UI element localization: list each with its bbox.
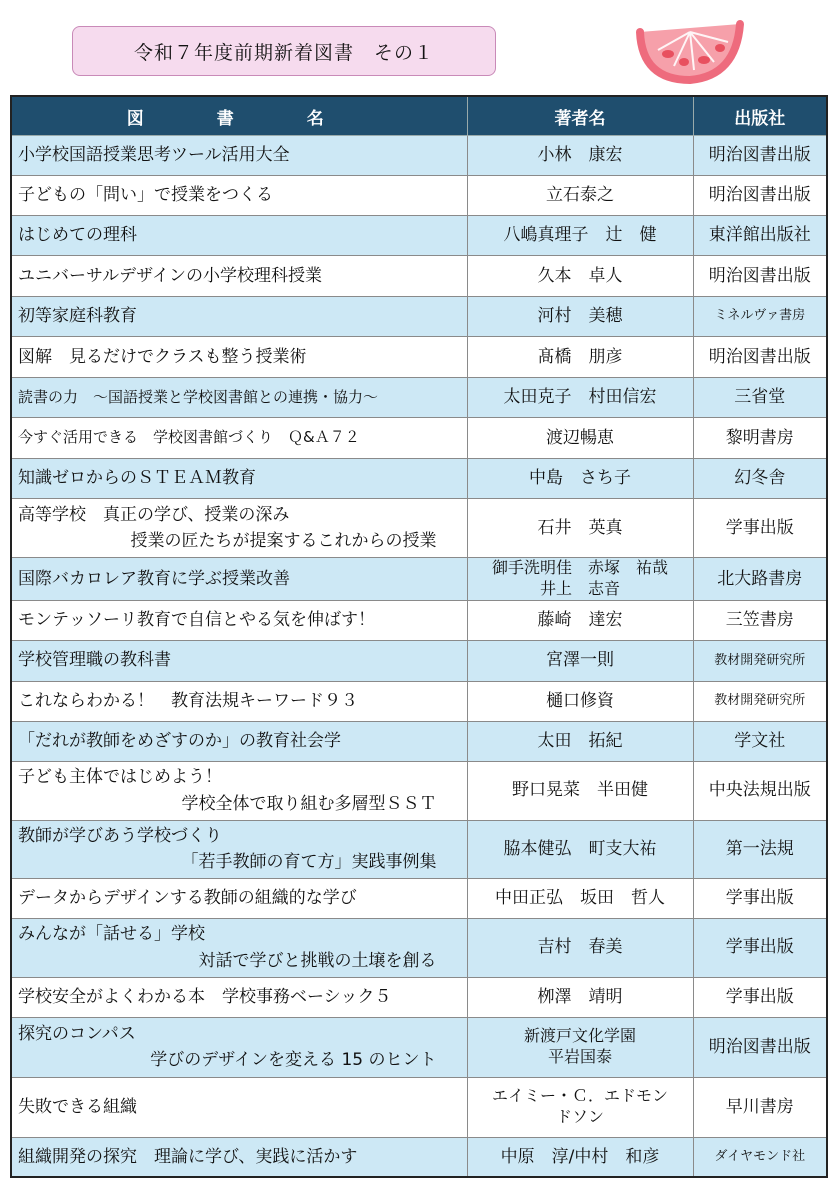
book-title: データからデザインする教師の組織的な学び — [18, 887, 357, 908]
book-title: 失敗できる組織 — [18, 1096, 137, 1117]
author-cell — [467, 721, 693, 761]
book-title: 初等家庭科教育 — [18, 306, 137, 327]
book-title-cell — [11, 977, 467, 1017]
publisher-cell: 明治図書出版 — [693, 176, 827, 216]
book-title: 国際バカロレア教育に学ぶ授業改善 — [18, 568, 290, 589]
book-title-cell — [11, 256, 467, 297]
publisher-cell: 明治図書出版 — [693, 1017, 827, 1077]
page-title: 令和７年度前期新着図書 その１ — [133, 41, 434, 64]
author-cell — [467, 761, 693, 820]
book-title-cell — [11, 136, 467, 176]
author-name: 藤崎 達宏 — [537, 609, 623, 630]
author-cell — [467, 640, 693, 681]
publisher-cell: 幻冬舎 — [693, 459, 827, 499]
column-header-author: 著者名 — [467, 96, 693, 136]
author-cell — [467, 1137, 693, 1177]
book-subtitle: 学校全体で取り組む多層型ＳＳＴ — [181, 793, 437, 814]
publisher-cell: 学事出版 — [693, 878, 827, 918]
author-cell — [467, 499, 693, 558]
table-row — [11, 1017, 827, 1077]
table-row — [11, 878, 827, 918]
publisher-cell: 学事出版 — [693, 977, 827, 1017]
book-title: 教師が学びあう学校づくり — [18, 825, 222, 846]
book-title: これならわかる！ 教育法規キーワード９３ — [18, 690, 358, 711]
publisher-cell: 学文社 — [693, 721, 827, 761]
book-title-cell — [11, 499, 467, 558]
author-cell — [467, 256, 693, 297]
author-name: 樋口修資 — [546, 690, 614, 711]
author-name: 小林 康宏 — [537, 145, 623, 166]
author-name-line2: 井上 志音 — [539, 578, 620, 598]
author-cell — [467, 418, 693, 459]
author-name: 八嶋真理子 辻 健 — [503, 225, 657, 246]
publisher-cell: 北大路書房 — [693, 558, 827, 601]
author-cell — [467, 176, 693, 216]
table-row — [11, 761, 827, 820]
book-title-cell — [11, 918, 467, 977]
book-title-cell — [11, 459, 467, 499]
book-title: ユニバーサルデザインの小学校理科授業 — [18, 265, 322, 286]
book-title: 子ども主体ではじめよう！ — [18, 767, 222, 788]
author-name: 中島 さち子 — [529, 468, 631, 489]
table-row — [11, 378, 827, 418]
table-row — [11, 681, 827, 721]
publisher-cell: 黎明書房 — [693, 418, 827, 459]
table-row — [11, 820, 827, 878]
author-name: 御手洗明佳 赤塚 祐哉 — [491, 558, 668, 577]
author-name: 河村 美穂 — [537, 306, 623, 327]
book-title: 「だれが教師をめざすのか」の教育社会学 — [18, 730, 341, 751]
book-title-cell — [11, 820, 467, 878]
book-title-cell — [11, 216, 467, 256]
table-row — [11, 256, 827, 297]
book-title: 小学校国語授業思考ツール活用大全 — [18, 145, 290, 166]
publisher-cell: 明治図書出版 — [693, 337, 827, 378]
author-cell — [467, 977, 693, 1017]
publisher-cell: 教材開発研究所 — [693, 681, 827, 721]
book-title: モンテッソーリ教育で自信とやる気を伸ばす！ — [18, 609, 375, 630]
author-name: 吉村 春美 — [537, 937, 623, 958]
book-title: 子どもの「問い」で授業をつくる — [18, 185, 273, 206]
table-row — [11, 418, 827, 459]
book-title-cell — [11, 418, 467, 459]
author-cell — [467, 459, 693, 499]
author-name: 渡辺暢恵 — [546, 427, 614, 448]
author-name-line2: 平岩国泰 — [547, 1047, 612, 1067]
book-title-cell — [11, 681, 467, 721]
table-row — [11, 499, 827, 558]
book-title: 学校管理職の教科書 — [18, 650, 171, 671]
author-cell — [467, 681, 693, 721]
book-title-cell — [11, 600, 467, 640]
table-row — [11, 558, 827, 601]
publisher-cell: ダイヤモンド社 — [693, 1137, 827, 1177]
book-title-cell — [11, 337, 467, 378]
author-name: 太田克子 村田信宏 — [503, 387, 657, 408]
publisher-cell: 東洋館出版社 — [693, 216, 827, 256]
book-title-cell — [11, 640, 467, 681]
author-name: 中田正弘 坂田 哲人 — [495, 887, 665, 908]
book-title-cell — [11, 721, 467, 761]
author-name: 中原 淳/中村 和彦 — [500, 1146, 660, 1167]
author-cell — [467, 1077, 693, 1137]
table-row — [11, 216, 827, 256]
publisher-cell: ミネルヴァ書房 — [693, 297, 827, 337]
author-name: 新渡戸文化学園 — [523, 1026, 636, 1046]
author-cell — [467, 378, 693, 418]
publisher-cell: 学事出版 — [693, 499, 827, 558]
table-row — [11, 136, 827, 176]
book-title-cell — [11, 378, 467, 418]
book-title: 組織開発の探究 理論に学び、実践に活かす — [18, 1146, 358, 1167]
table-row — [11, 977, 827, 1017]
table-row — [11, 640, 827, 681]
book-subtitle: 「若手教師の育て方」実践事例集 — [181, 852, 437, 873]
book-title: はじめての理科 — [18, 225, 137, 246]
author-name: 久本 卓人 — [537, 265, 623, 286]
book-title-cell — [11, 558, 467, 601]
book-title: 今すぐ活用できる 学校図書館づくり Ｑ&Ａ７２ — [18, 428, 360, 447]
author-cell — [467, 216, 693, 256]
author-name: 脇本健弘 町支大祐 — [503, 838, 657, 859]
book-title: みんなが「話せる」学校 — [18, 924, 205, 945]
author-cell — [467, 136, 693, 176]
publisher-cell: 明治図書出版 — [693, 256, 827, 297]
book-title-cell — [11, 878, 467, 918]
table-row — [11, 918, 827, 977]
table-row — [11, 721, 827, 761]
new-books-table — [10, 95, 828, 1178]
author-cell — [467, 337, 693, 378]
table-row — [11, 459, 827, 499]
book-title-cell — [11, 1137, 467, 1177]
publisher-cell: 第一法規 — [693, 820, 827, 878]
book-title: 高等学校 真正の学び、授業の深み — [18, 504, 290, 525]
publisher-cell: 学事出版 — [693, 918, 827, 977]
publisher-cell: 中央法規出版 — [693, 761, 827, 820]
column-header-publisher: 出版社 — [693, 96, 827, 136]
book-title-cell — [11, 297, 467, 337]
book-title-cell — [11, 1017, 467, 1077]
publisher-cell: 教材開発研究所 — [693, 640, 827, 681]
book-title: 探究のコンパス — [18, 1023, 136, 1044]
author-name-line2: ドソン — [555, 1107, 604, 1127]
book-title-cell — [11, 176, 467, 216]
author-name: エイミー・Ｃ．エドモン — [491, 1086, 668, 1106]
author-name: 石井 英真 — [537, 517, 623, 538]
book-title: 図解 見るだけでクラスも整う授業術 — [18, 346, 307, 367]
book-subtitle: 授業の匠たちが提案するこれからの授業 — [130, 531, 437, 551]
book-title: 読書の力 ～国語授業と学校図書館との連携・協力～ — [18, 387, 379, 406]
book-title: 学校安全がよくわかる本 学校事務ベーシック５ — [18, 986, 392, 1007]
table-row — [11, 1137, 827, 1177]
book-subtitle: 学びのデザインを変える 15 のヒント — [150, 1050, 437, 1071]
author-cell — [467, 297, 693, 337]
author-cell — [467, 600, 693, 640]
book-title-cell — [11, 1077, 467, 1137]
author-name: 宮澤一則 — [546, 650, 614, 671]
author-cell — [467, 558, 693, 601]
grapefruit-slice-icon — [628, 2, 748, 92]
table-header-row — [11, 96, 827, 136]
publisher-cell: 三省堂 — [693, 378, 827, 418]
table-row — [11, 600, 827, 640]
author-name: 立石泰之 — [546, 185, 614, 206]
table-row — [11, 337, 827, 378]
publisher-cell: 早川書房 — [693, 1077, 827, 1137]
table-row — [11, 176, 827, 216]
table-row — [11, 1077, 827, 1137]
author-name: 野口晃菜 半田健 — [512, 780, 648, 801]
column-header-title: 図 書 名 — [11, 96, 467, 136]
book-title: 知識ゼロからのＳＴＥＡＭ教育 — [18, 468, 256, 489]
author-cell — [467, 1017, 693, 1077]
author-name: 栁澤 靖明 — [537, 986, 623, 1007]
publisher-cell: 三笠書房 — [693, 600, 827, 640]
author-cell — [467, 878, 693, 918]
book-subtitle: 対話で学びと挑戦の土壌を創る — [198, 950, 437, 971]
author-cell — [467, 820, 693, 878]
publisher-cell: 明治図書出版 — [693, 136, 827, 176]
author-cell — [467, 918, 693, 977]
author-name: 髙橋 朋彦 — [537, 346, 623, 367]
page-title-box — [72, 26, 496, 76]
table-row — [11, 297, 827, 337]
book-title-cell — [11, 761, 467, 820]
author-name: 太田 拓紀 — [537, 730, 623, 751]
